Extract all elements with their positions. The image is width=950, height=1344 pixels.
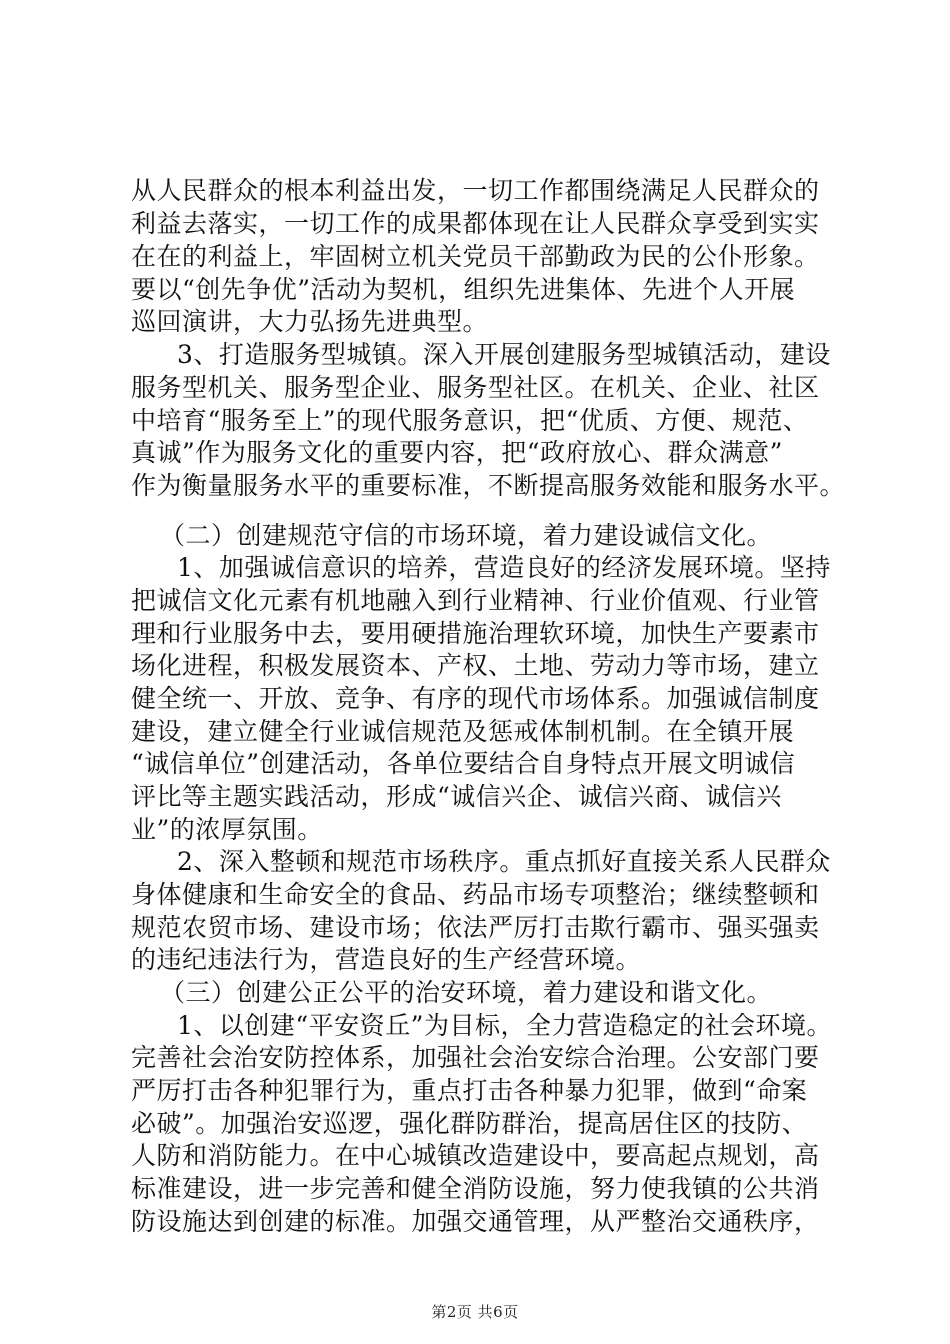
body-line: 人防和消防能力。在中心城镇改造建设中，要高起点规划，高 <box>131 1141 820 1170</box>
section-heading: （三）创建公正公平的治安环境，着力建设和谐文化。 <box>160 978 773 1007</box>
paragraph-first-line: 1、加强诚信意识的培养，营造良好的经济发展环境。坚持 <box>177 553 831 582</box>
body-line: 场化进程，积极发展资本、产权、土地、劳动力等市场，建立 <box>131 651 820 680</box>
body-line: 把诚信文化元素有机地融入到行业精神、行业价值观、行业管 <box>131 586 820 615</box>
body-line: 真诚”作为服务文化的重要内容，把“政府放心、群众满意” <box>131 438 783 467</box>
body-line: 的违纪违法行为，营造良好的生产经营环境。 <box>131 945 642 974</box>
body-line: 要以“创先争优”活动为契机，组织先进集体、先进个人开展 <box>131 275 796 304</box>
body-line: 理和行业服务中去，要用硬措施治理软环境，加快生产要素市 <box>131 619 820 648</box>
body-line: 健全统一、开放、竞争、有序的现代市场体系。加强诚信制度 <box>131 684 820 713</box>
body-line: 评比等主题实践活动，形成“诚信兴企、诚信兴商、诚信兴 <box>131 782 782 811</box>
body-line: 业”的浓厚氛围。 <box>131 815 323 844</box>
paragraph-first-line: 1、以创建“平安资丘”为目标，全力营造稳定的社会环境。 <box>177 1011 832 1040</box>
body-line: 规范农贸市场、建设市场；依法严厉打击欺行霸市、强买强卖 <box>131 913 820 942</box>
body-line: 身体健康和生命安全的食品、药品市场专项整治；继续整顿和 <box>131 880 820 909</box>
body-line: 标准建设，进一步完善和健全消防设施，努力使我镇的公共消 <box>131 1174 820 1203</box>
body-line: 利益去落实，一切工作的成果都体现在让人民群众享受到实实 <box>131 209 820 238</box>
body-line: 作为衡量服务水平的重要标准，不断提高服务效能和服务水平。 <box>131 471 846 500</box>
section-heading: （二）创建规范守信的市场环境，着力建设诚信文化。 <box>160 521 773 550</box>
body-line: 完善社会治安防控体系，加强社会治安综合治理。公安部门要 <box>131 1043 820 1072</box>
body-line: 建设，建立健全行业诚信规范及惩戒体制机制。在全镇开展 <box>131 717 795 746</box>
paragraph-first-line: 2、深入整顿和规范市场秩序。重点抓好直接关系人民群众 <box>177 847 831 876</box>
body-line: 必破”。加强治安巡逻，强化群防群治，提高居住区的技防、 <box>131 1109 808 1138</box>
page-number-footer: 第2页 共6页 <box>431 1303 519 1321</box>
body-line: “诚信单位”创建活动，各单位要结合自身特点开展文明诚信 <box>131 749 796 778</box>
body-line: 从人民群众的根本利益出发，一切工作都围绕满足人民群众的 <box>131 176 820 205</box>
body-line: 在在的利益上，牢固树立机关党员干部勤政为民的公仆形象。 <box>131 242 820 271</box>
body-line: 严厉打击各种犯罪行为，重点打击各种暴力犯罪，做到“命案 <box>131 1076 808 1105</box>
paragraph-first-line: 3、打造服务型城镇。深入开展创建服务型城镇活动，建设 <box>177 340 831 369</box>
body-line: 服务型机关、服务型企业、服务型社区。在机关、企业、社区 <box>131 373 820 402</box>
body-line: 中培育“服务至上”的现代服务意识，把“优质、方便、规范、 <box>131 406 809 435</box>
body-line: 防设施达到创建的标准。加强交通管理，从严整治交通秩序， <box>131 1207 820 1236</box>
body-line: 巡回演讲，大力弘扬先进典型。 <box>131 307 489 336</box>
